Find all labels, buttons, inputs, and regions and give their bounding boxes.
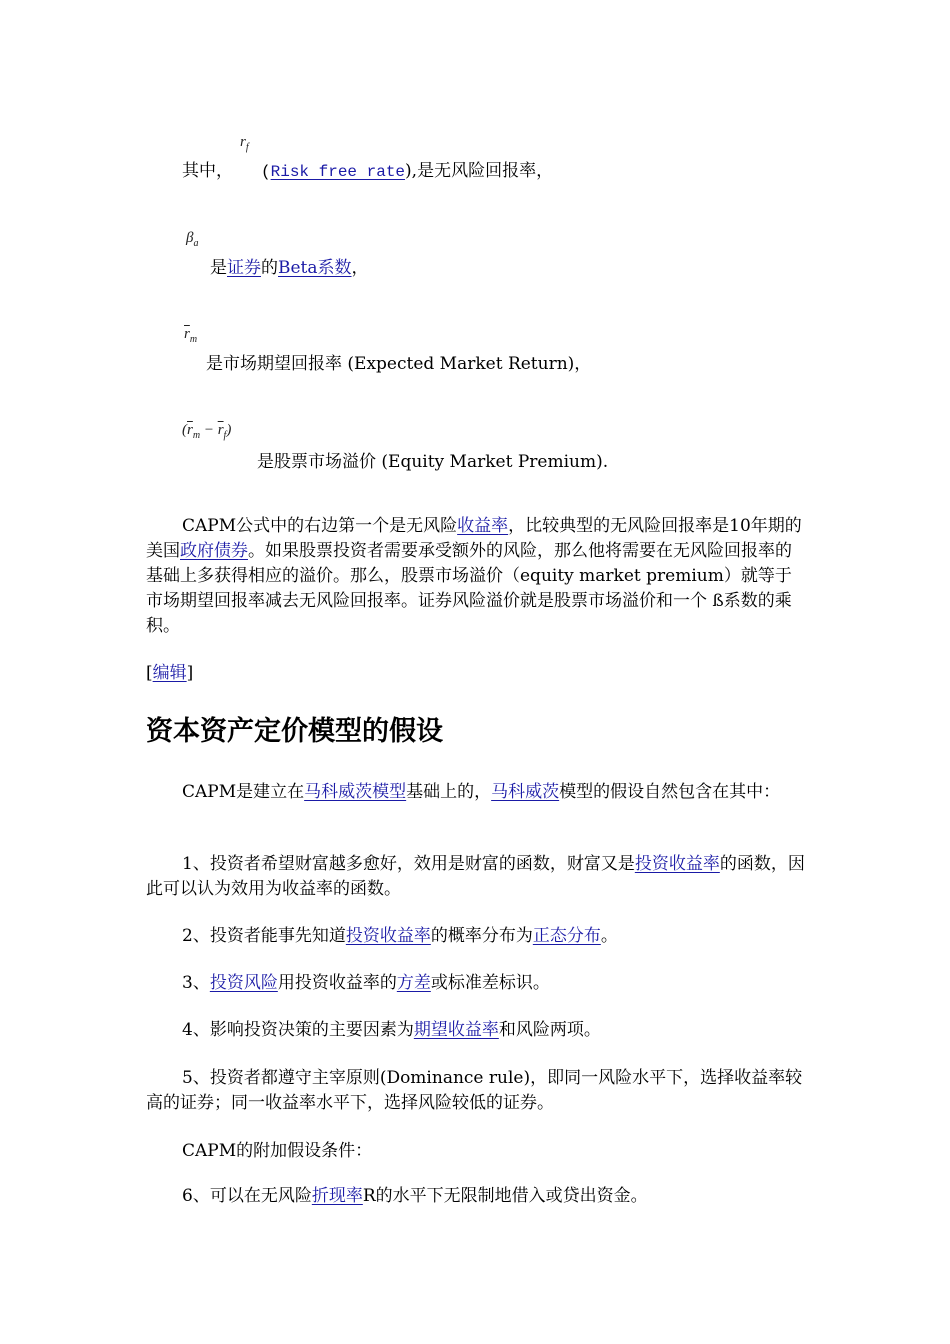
risk-free-rate-link[interactable]: Risk free rate xyxy=(270,163,406,181)
section-heading: 资本资产定价模型的假设 xyxy=(146,716,443,747)
rf-open-paren: ( xyxy=(261,163,271,181)
edit-section xyxy=(146,661,193,685)
yield-link[interactable]: 收益率 xyxy=(457,516,509,536)
assumption-5-text: 5、投资者都遵守主宰原则(Dominance rule)，即同一风险水平下，选择收益率较高的证券；同一收益率水平下，选择风险较低的证券。 xyxy=(146,1068,803,1113)
assumption-1-text-2: 的函数，因此可以认为效用为收益率的函数。 xyxy=(146,854,805,899)
assumption-2 xyxy=(146,924,806,949)
beta-tail: ， xyxy=(351,258,369,278)
expected-return-link[interactable]: 期望收益率 xyxy=(413,1020,499,1040)
edit-bracket-open: [ xyxy=(146,663,153,683)
intro-text-1: CAPM是建立在 xyxy=(182,782,305,802)
assumption-3-text-1: 3、 xyxy=(182,973,210,993)
government-bond-link[interactable]: 政府债券 xyxy=(180,541,248,561)
capm-text-1: CAPM公式中的右边第一个是无风险 xyxy=(182,516,458,536)
rf-lead: 其中， xyxy=(182,161,233,181)
capm-text-2: ，比较典型的无风险回报率是10年期的美国 xyxy=(146,516,802,561)
assumption-2-text-2: 的概率分布为 xyxy=(430,926,533,946)
rf-tail: ),是无风险回报率， xyxy=(405,161,554,181)
intro-text-2: 基础上的， xyxy=(406,782,492,802)
markowitz-link[interactable]: 马科威茨 xyxy=(491,782,560,802)
beta-symbol: $\beta_a$ xyxy=(186,230,199,249)
edit-link[interactable]: 编辑 xyxy=(152,663,187,683)
normal-distribution-link[interactable]: 正态分布 xyxy=(532,926,601,946)
discount-rate-link[interactable]: 折现率 xyxy=(311,1186,363,1206)
assumption-1 xyxy=(146,852,806,902)
markowitz-model-link[interactable]: 马科威茨模型 xyxy=(304,782,407,802)
investment-risk-link[interactable]: 投资风险 xyxy=(209,973,278,993)
rm-symbol: $\overline{r}_m$ xyxy=(184,326,198,345)
premium-symbol: $(\overline{r}_m - \overline{r}_f)$ xyxy=(182,422,232,441)
rf-definition xyxy=(182,159,553,184)
assumption-1-text-1: 1、投资者希望财富越多愈好，效用是财富的函数，财富又是 xyxy=(182,854,635,874)
assumption-4-text-2: 和风险两项。 xyxy=(498,1020,601,1040)
assumption-6-text-1: 6、可以在无风险 xyxy=(182,1186,312,1206)
edit-bracket-close: ] xyxy=(186,663,194,683)
capm-text-3: 。如果股票投资者需要承受额外的风险，那么他将需要在无风险回报率的基础上多获得相应的溢价。那么，股票市场溢价（equity market premium）就等于市场期望回报率减去无风险回报率。证券风险溢价就是股票市场溢价和一个 ß系数的乘积。 xyxy=(146,541,792,636)
investment-return-link[interactable]: 投资收益率 xyxy=(634,854,720,874)
beta-definition xyxy=(210,256,369,280)
assumption-6-text-2: R的水平下无限制地借入或贷出资金。 xyxy=(362,1186,648,1206)
beta-lead: 是 xyxy=(210,258,227,278)
additional-assumptions-label: CAPM的附加假设条件： xyxy=(182,1141,373,1161)
intro-paragraph xyxy=(146,780,806,805)
assumption-3-text-2: 用投资收益率的 xyxy=(277,973,397,993)
rf-symbol: $r_f$ xyxy=(240,134,249,153)
rm-definition: 是市场期望回报率 (Expected Market Return)， xyxy=(206,354,592,374)
assumption-3-text-3: 或标准差标识。 xyxy=(430,973,550,993)
beta-coefficient-link[interactable]: Beta系数 xyxy=(278,258,352,278)
premium-definition: 是股票市场溢价 (Equity Market Premium). xyxy=(257,452,609,472)
assumption-4-text-1: 4、影响投资决策的主要因素为 xyxy=(182,1020,414,1040)
investment-return-link-2[interactable]: 投资收益率 xyxy=(345,926,431,946)
beta-mid: 的 xyxy=(261,258,278,278)
variance-link[interactable]: 方差 xyxy=(396,973,431,993)
assumption-2-text-1: 2、投资者能事先知道 xyxy=(182,926,346,946)
assumption-5 xyxy=(146,1066,806,1116)
intro-text-3: 模型的假设自然包含在其中： xyxy=(559,782,781,802)
assumption-4 xyxy=(146,1018,806,1043)
assumption-2-text-3: 。 xyxy=(600,926,618,946)
assumption-6 xyxy=(146,1184,806,1209)
assumption-3 xyxy=(146,971,806,996)
securities-link[interactable]: 证券 xyxy=(227,258,261,278)
capm-paragraph xyxy=(146,514,806,639)
